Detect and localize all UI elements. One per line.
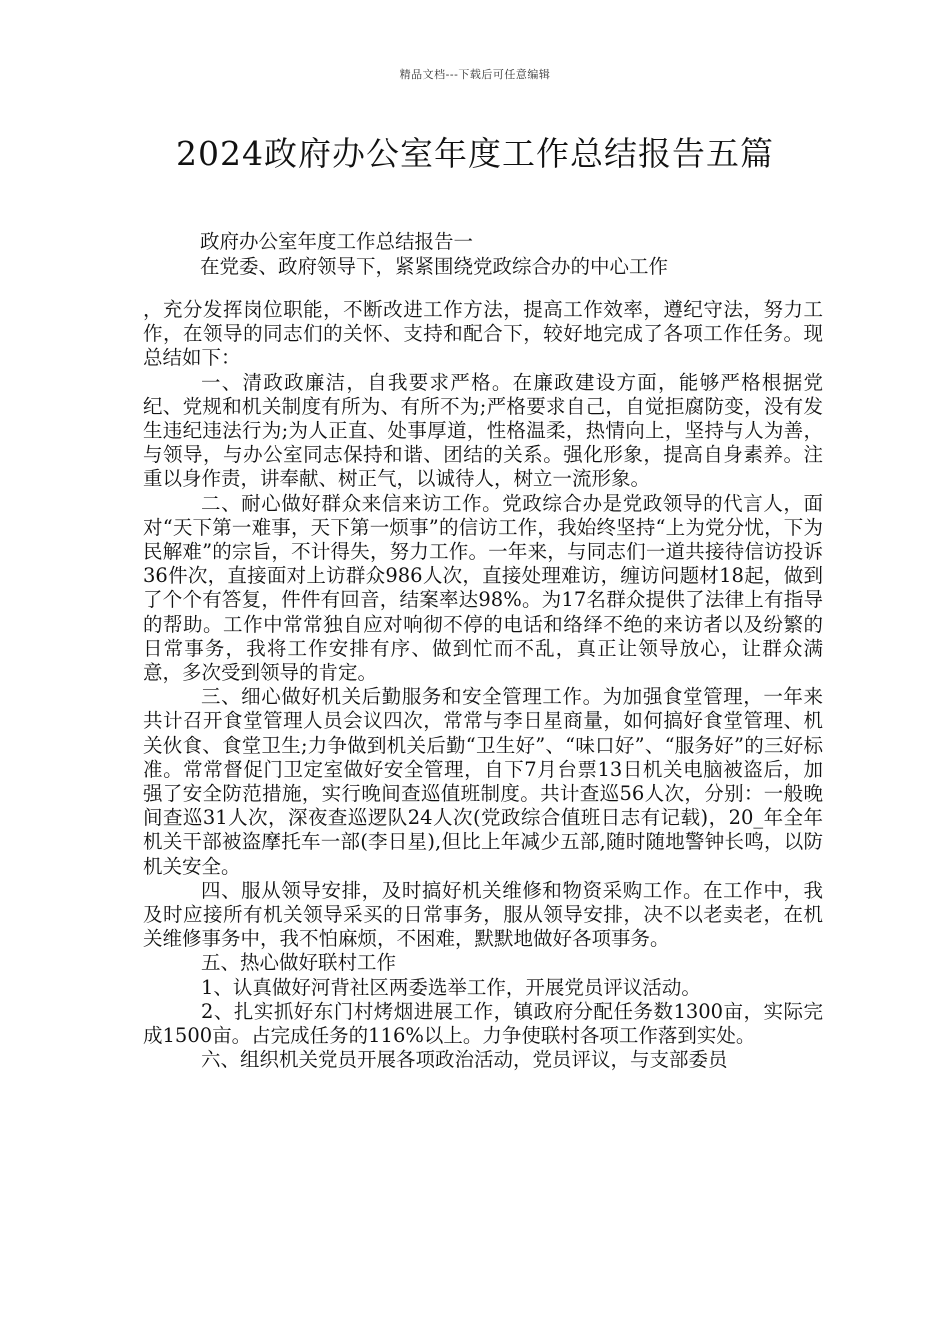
document-title: 2024政府办公室年度工作总结报告五篇 [176,134,774,173]
header-note: 精品文档---下载后可任意编辑 [399,68,551,81]
lead-line: 在党委、政府领导下，紧紧围绕党政综合办的中心工作 [200,255,669,278]
paragraph: ，充分发挥岗位职能，不断改进工作方法，提高工作效率，遵纪守法，努力工作，在领导的同志们的关怀、支持和配合下，较好地完成了各项工作任务。现总结如下： [143,298,823,370]
section-subheading: 政府办公室年度工作总结报告一 [200,230,474,253]
body-text [143,298,823,1073]
paragraph: 2、扎实抓好东门村烤烟进展工作，镇政府分配任务数1300亩，实际完成1500亩。占完成任务的116%以上。力争使联村各项工作落到实处。 [143,999,823,1048]
paragraph: 1、认真做好河背社区两委选举工作，开展党员评议活动。 [201,975,701,999]
paragraph: 五、热心做好联村工作 [201,951,397,975]
paragraph: 二、耐心做好群众来信来访工作。党政综合办是党政领导的代言人，面对“天下第一难事，天下第一烦事”的信访工作，我始终坚持“上为党分忧，下为民解难”的宗旨，不计得失，努力工作。一年来，与同志们一道共接待信访投诉36件次，直接面对上访群众986人次，直接处理难访，缠访问题材18起，做到了个个有答复，件件有回音，结案率达98%。为17名群众提供了法律上有指导的帮助。工作中常常独自应对响彻不停的电话和络绎不绝的来访者以及纷繁的日常事务，我将工作安排有序、做到忙而不乱，真正让领导放心，让群众满意，多次受到领导的肯定。 [143,491,823,685]
paragraph: 四、服从领导安排，及时搞好机关维修和物资采购工作。在工作中，我及时应接所有机关领导采买的日常事务，服从领导安排，决不以老卖老，在机关维修事务中，我不怕麻烦，不困难，默默地做好各项事务。 [143,878,823,951]
paragraph: 六、组织机关党员开展各项政治活动，党员评议，与支部委员 [201,1048,728,1072]
paragraph: 一、清政政廉洁，自我要求严格。在廉政建设方面，能够严格根据党纪、党规和机关制度有所为、有所不为;严格要求自己，自觉拒腐防变，没有发生违纪违法行为;为人正直、处事厚道，性格温柔，热情向上，坚持与人为善，与领导，与办公室同志保持和谐、团结的关系。强化形象，提高自身素养。注重以身作责，讲奉献、树正气，以诚待人，树立一流形象。 [143,370,823,491]
paragraph: 三、细心做好机关后勤服务和安全管理工作。为加强食堂管理，一年来共计召开食堂管理人员会议四次，常常与李日星商量，如何搞好食堂管理、机关伙食、食堂卫生;力争做到机关后勤“卫生好”、“味口好”、“服务好”的三好标准。常常督促门卫定室做好安全管理，自下7月台票13日机关电脑被盗后，加强了安全防范措施，实行晚间查巡值班制度。共计查巡56人次，分别：一般晚间查巡31人次，深夜查巡逻队24人次(党政综合值班日志有记载)，20_年全年机关干部被盗摩托车一部(李日星),但比上年减少五部,随时随地警钟长鸣，以防机关安全。 [143,685,823,878]
